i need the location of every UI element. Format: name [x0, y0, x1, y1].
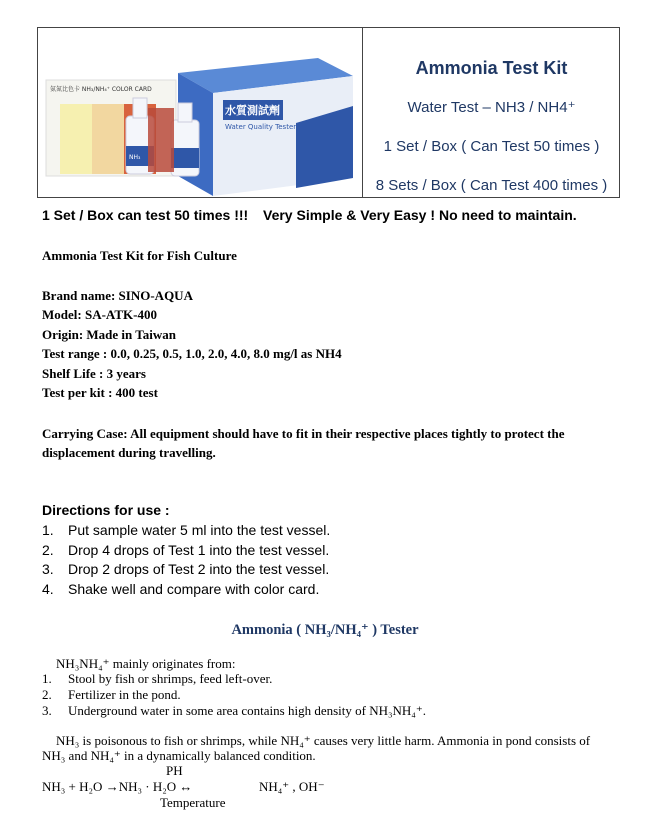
tagline-50-times: 1 Set / Box can test 50 times !!!: [42, 207, 249, 223]
harm-paragraph-line2: NH₃ and NH₄⁺ in a dynamically balanced condition.: [42, 748, 316, 763]
directions-step-number: 1.: [42, 522, 54, 538]
product-box: [178, 58, 353, 196]
spec-test-per-kit: Test per kit : 400 test: [42, 385, 158, 400]
origin-item: [42, 671, 272, 687]
tester-title: Ammonia ( NH₃/NH₄⁺ ) Tester: [231, 622, 419, 638]
box-text-en: Water Quality Tester: [225, 123, 297, 131]
spec-brand: Brand name: SINO-AQUA: [42, 288, 193, 303]
carrying-case-line1: Carrying Case: All equipment should have to fit in their respective places tightly to protect the: [42, 426, 565, 441]
equation-temperature-label: Temperature: [160, 795, 226, 810]
directions-step-text: Put sample water 5 ml into the test vessel.: [68, 522, 331, 538]
origin-item-text: Fertilizer in the pond.: [68, 687, 181, 702]
directions-title: Directions for use :: [42, 502, 170, 518]
harm-paragraph-line1: NH₃ is poisonous to fish or shrimps, while NH₄⁺ causes very little harm. Ammonia in pond consists of: [56, 733, 591, 748]
equation-left: NH₃ + H₂O →NH₃ · H₂O ↔: [42, 779, 193, 794]
spec-origin: Origin: Made in Taiwan: [42, 327, 176, 342]
directions-step-text: Shake well and compare with color card.: [68, 581, 320, 597]
box-text-cn: 水質測試劑: [225, 104, 280, 117]
product-photo: [38, 28, 361, 197]
bottle-label: NH₃: [129, 154, 141, 161]
doc-subtitle: Ammonia Test Kit for Fish Culture: [42, 248, 237, 263]
directions-step-text: Drop 4 drops of Test 1 into the test vessel.: [68, 542, 330, 558]
test-vessel: [148, 108, 174, 172]
header-line-1-set: 1 Set / Box ( Can Test 50 times ): [383, 138, 600, 155]
spec-shelf-life: Shelf Life : 3 years: [42, 366, 146, 381]
origin-item-text: Underground water in some area contains high density of NH₃NH₄⁺.: [68, 703, 426, 718]
product-photo-illustration: [38, 28, 361, 197]
directions-step-number: 4.: [42, 581, 54, 597]
equation-right: NH₄⁺ , OH⁻: [259, 779, 325, 794]
origin-intro: NH₃NH₄⁺ mainly originates from:: [56, 656, 236, 671]
directions-step-number: 2.: [42, 542, 54, 558]
origin-item-text: Stool by fish or shrimps, feed left-over.: [68, 671, 273, 686]
directions-step: [42, 581, 319, 597]
tagline-maintain: No need to maintain.: [439, 207, 577, 223]
directions-step-text: Drop 2 drops of Test 2 into the test vessel.: [68, 561, 330, 577]
origin-item-number: 1.: [42, 671, 52, 686]
header-line-8-sets: 8 Sets / Box ( Can Test 400 times ): [375, 177, 608, 194]
header-title: Ammonia Test Kit: [415, 58, 568, 78]
spec-test-range: Test range : 0.0, 0.25, 0.5, 1.0, 2.0, 4.0, 8.0 mg/l as NH4: [42, 346, 342, 361]
tagline-simple: Very Simple & Very Easy !: [263, 207, 435, 223]
color-card-title: 氨氮比色卡 NH₃/NH₄⁺ COLOR CARD: [50, 86, 152, 93]
directions-step: [42, 542, 329, 558]
spec-model: Model: SA-ATK-400: [42, 307, 157, 322]
origin-item-number: 2.: [42, 687, 52, 702]
directions-step: [42, 522, 330, 538]
origin-item: [42, 703, 426, 719]
origin-item: [42, 687, 181, 703]
equation-ph-label: PH: [166, 763, 183, 778]
carrying-case-line2: displacement during travelling.: [42, 445, 216, 460]
directions-step: [42, 561, 329, 577]
directions-step-number: 3.: [42, 561, 54, 577]
header-line-water-test: Water Test – NH3 / NH4⁺: [407, 99, 576, 116]
origin-item-number: 3.: [42, 703, 52, 718]
